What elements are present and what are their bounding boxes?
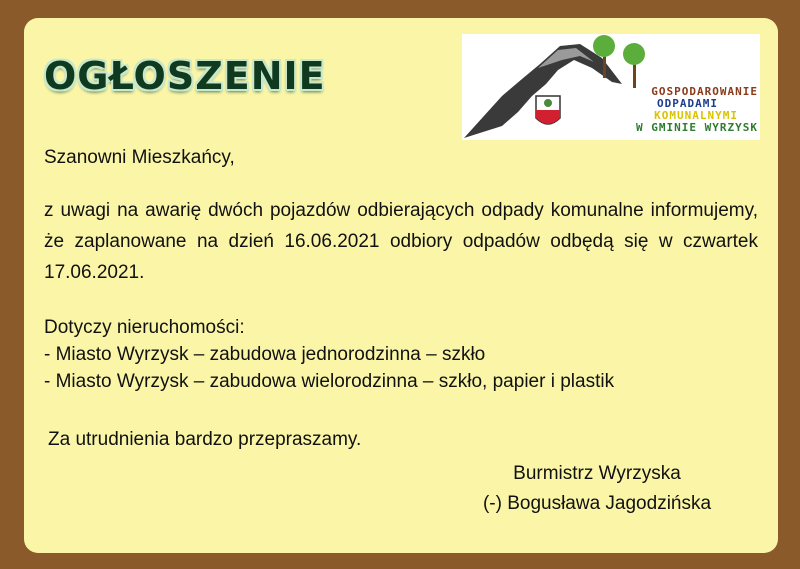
apology-text: Za utrudnienia bardzo przepraszamy.	[48, 429, 362, 450]
waste-management-logo	[462, 34, 760, 140]
main-paragraph: z uwagi na awarię dwóch pojazdów odbierających odpady komunalne informujemy, że zaplanowane na dzień 16.06.2021 odbiory odpadów odbędą się w czwartek 17.06.2021.	[44, 200, 758, 283]
properties-heading: Dotyczy nieruchomości:	[44, 317, 245, 338]
signature-name: (-) Bogusława Jagodzińska	[482, 493, 712, 514]
greeting: Szanowni Mieszkańcy,	[44, 147, 235, 168]
property-item: - Miasto Wyrzysk – zabudowa jednorodzinna – szkło	[44, 344, 486, 365]
property-item: - Miasto Wyrzysk – zabudowa wielorodzinna – szkło, papier i plastik	[44, 371, 615, 392]
logo-line-1: GOSPODAROWANIE	[651, 85, 758, 98]
logo-line-4: W GMINIE WYRZYSK	[636, 121, 758, 134]
properties-section	[44, 314, 614, 395]
notice-title: OGŁOSZENIE	[44, 54, 326, 98]
logo-line-2: ODPADAMI	[657, 97, 718, 110]
signature-role: Burmistrz Wyrzyska	[513, 463, 681, 484]
signature-block	[460, 459, 734, 519]
logo-line-3: KOMUNALNYMI	[654, 109, 738, 122]
logo-text	[558, 86, 758, 134]
